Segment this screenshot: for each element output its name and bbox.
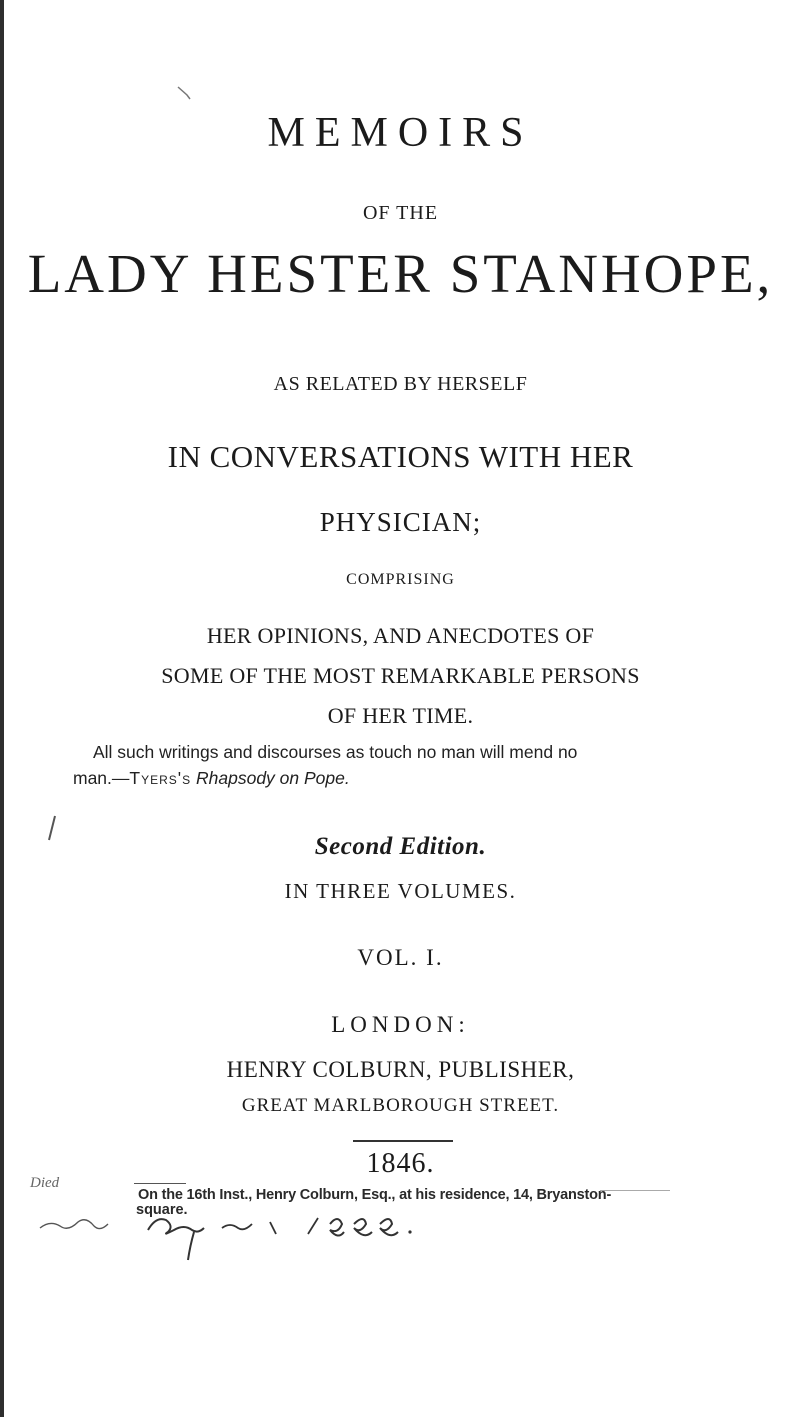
title-connector: OF THE (362, 202, 439, 224)
contents-line-2: SOME OF THE MOST REMARKABLE PERSONS (161, 663, 640, 688)
epigraph-line-1: All such writings and discourses as touch no man will mend no (93, 742, 578, 762)
subtitle-conversations: IN CONVERSATIONS WITH HER (167, 439, 634, 474)
imprint-year: 1846. (366, 1148, 435, 1179)
subtitle-physician: PHYSICIAN; (319, 507, 482, 537)
volumes-count: IN THREE VOLUMES. (284, 879, 517, 903)
ink-mark-icon (177, 86, 191, 100)
pencil-rule (134, 1183, 186, 1184)
imprint-street: GREAT MARLBOROUGH STREET. (241, 1095, 560, 1116)
epigraph-author: Tyers's (129, 768, 192, 788)
subtitle-comprising: COMPRISING (346, 571, 455, 588)
epigraph-line-2 (73, 768, 350, 789)
epigraph-work: Rhapsody on Pope. (196, 768, 350, 788)
edition-label: Second Edition. (314, 833, 487, 860)
book-title: MEMOIRS (267, 110, 534, 156)
subtitle-related: AS RELATED BY HERSELF (273, 373, 528, 395)
newspaper-clipping-line-1: On the 16th Inst., Henry Colburn, Esq., at his residence, 14, Bryanston- (138, 1187, 612, 1203)
contents-line-1: HER OPINIONS, AND ANECDOTES OF (206, 623, 595, 648)
contents-line-3: OF HER TIME. (327, 703, 474, 728)
imprint-place: LONDON: (331, 1012, 470, 1037)
epigraph-prefix: man.— (73, 768, 130, 788)
volume-number: VOL. I. (357, 945, 444, 970)
handwritten-signature (38, 1210, 638, 1270)
divider-rule (353, 1140, 453, 1142)
subject-name: LADY HESTER STANHOPE, (27, 243, 774, 304)
newspaper-clipping-line-2: square. (136, 1202, 188, 1218)
margin-note: Died (30, 1175, 60, 1191)
imprint-publisher: HENRY COLBURN, PUBLISHER, (226, 1057, 575, 1082)
